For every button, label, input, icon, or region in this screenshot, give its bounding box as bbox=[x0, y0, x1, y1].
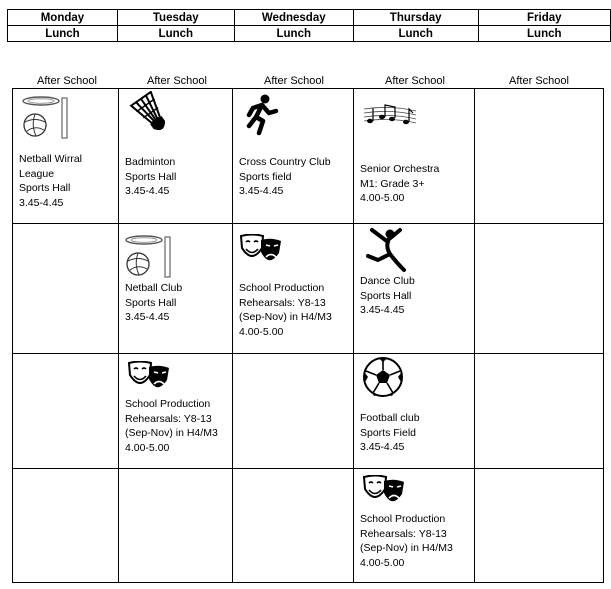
grid-row bbox=[13, 89, 604, 224]
activity-name: Netball Club bbox=[125, 282, 183, 294]
activity-text bbox=[125, 155, 229, 199]
empty-cell bbox=[233, 354, 354, 469]
activity-name: Football club bbox=[360, 412, 420, 424]
lunch-cell-thursday: Lunch bbox=[353, 26, 478, 42]
activity-text bbox=[239, 281, 350, 339]
lunch-cell-monday: Lunch bbox=[8, 26, 118, 42]
after-school-label-wednesday: After School bbox=[264, 75, 324, 87]
activity-group: Rehearsals: Y8-13 bbox=[125, 412, 212, 425]
activity-name: School Production bbox=[239, 282, 325, 294]
activity-location: Sports Hall bbox=[125, 296, 177, 309]
after-school-label-monday: After School bbox=[37, 75, 97, 87]
after-school-label-tuesday: After School bbox=[147, 75, 207, 87]
lunch-cell-tuesday: Lunch bbox=[117, 26, 234, 42]
activity-cell bbox=[354, 469, 475, 583]
activity-location: (Sep-Nov) in H4/M3 bbox=[360, 542, 453, 554]
activity-name: Badminton bbox=[125, 156, 176, 168]
activity-cell bbox=[119, 224, 233, 354]
activity-time: 3.45-4.45 bbox=[19, 196, 64, 209]
lunch-table bbox=[7, 9, 611, 42]
activity-location: Sports Hall bbox=[19, 182, 71, 194]
activity-group: M1: Grade 3+ bbox=[360, 177, 425, 190]
music-notes-icon bbox=[362, 103, 418, 134]
after-school-label-thursday: After School bbox=[385, 75, 445, 87]
activity-text bbox=[19, 152, 115, 210]
activity-name: Senior Orchestra bbox=[360, 163, 440, 175]
lunch-cell-wednesday: Lunch bbox=[234, 26, 353, 42]
day-header-friday: Friday bbox=[478, 10, 610, 26]
lunch-cell-friday: Lunch bbox=[478, 26, 610, 42]
activity-cell bbox=[119, 354, 233, 469]
activity-text bbox=[360, 512, 471, 570]
activity-name: Dance Club bbox=[360, 275, 415, 287]
activity-group: Rehearsals: Y8-13 bbox=[239, 296, 326, 309]
activity-location: Sports field bbox=[239, 170, 292, 183]
shuttlecock-icon bbox=[127, 91, 179, 146]
after-school-label-friday: After School bbox=[509, 75, 569, 87]
grid-row bbox=[13, 224, 604, 354]
activity-location: Sports Hall bbox=[360, 289, 412, 302]
activity-cell bbox=[13, 89, 119, 224]
empty-cell bbox=[13, 224, 119, 354]
netball-hoop-icon bbox=[124, 234, 174, 283]
activity-cell bbox=[354, 224, 475, 354]
theatre-masks-icon bbox=[127, 361, 171, 396]
empty-cell bbox=[13, 469, 119, 583]
grid-row bbox=[13, 354, 604, 469]
activity-name: Cross Country Club bbox=[239, 156, 331, 168]
activity-cell bbox=[354, 89, 475, 224]
activity-name-cont: League bbox=[19, 167, 55, 180]
activity-text bbox=[239, 155, 350, 199]
activity-cell bbox=[354, 354, 475, 469]
activity-time: 4.00-5.00 bbox=[239, 325, 284, 338]
after-school-grid bbox=[12, 88, 604, 583]
empty-cell bbox=[475, 354, 604, 469]
activity-time: 3.45-4.45 bbox=[360, 304, 405, 316]
activity-text bbox=[125, 397, 229, 455]
activity-name: School Production bbox=[360, 513, 446, 525]
activity-text bbox=[125, 281, 229, 325]
football-icon bbox=[362, 356, 404, 403]
empty-cell bbox=[475, 469, 604, 583]
day-header-monday: Monday bbox=[8, 10, 118, 26]
activity-group: Rehearsals: Y8-13 bbox=[360, 527, 447, 540]
activity-name: Netball Wirral bbox=[19, 153, 83, 165]
activity-text bbox=[360, 411, 471, 455]
activity-cell bbox=[233, 89, 354, 224]
runner-icon bbox=[241, 93, 281, 142]
empty-cell bbox=[233, 469, 354, 583]
activity-time: 4.00-5.00 bbox=[360, 192, 405, 204]
activity-cell bbox=[119, 89, 233, 224]
activity-time: 3.45-4.45 bbox=[360, 441, 405, 453]
activity-time: 4.00-5.00 bbox=[360, 556, 405, 569]
empty-cell bbox=[119, 469, 233, 583]
day-header-thursday: Thursday bbox=[353, 10, 478, 26]
activity-time: 4.00-5.00 bbox=[125, 441, 170, 454]
theatre-masks-icon bbox=[239, 234, 283, 269]
activity-text bbox=[360, 274, 471, 318]
activity-location: Sports Hall bbox=[125, 170, 177, 183]
activity-time: 3.45-4.45 bbox=[239, 185, 284, 197]
lunch-row bbox=[8, 26, 611, 42]
dancer-icon bbox=[364, 226, 412, 281]
theatre-masks-icon bbox=[362, 475, 406, 510]
empty-cell bbox=[13, 354, 119, 469]
day-header-tuesday: Tuesday bbox=[117, 10, 234, 26]
grid-row bbox=[13, 469, 604, 583]
day-header-row bbox=[8, 10, 611, 26]
empty-cell bbox=[475, 89, 604, 224]
day-header-wednesday: Wednesday bbox=[234, 10, 353, 26]
activity-time: 3.45-4.45 bbox=[125, 311, 170, 323]
activity-location: (Sep-Nov) in H4/M3 bbox=[239, 311, 332, 323]
activity-time: 3.45-4.45 bbox=[125, 185, 170, 197]
activity-text bbox=[360, 162, 471, 206]
activity-cell bbox=[233, 224, 354, 354]
activity-location: (Sep-Nov) in H4/M3 bbox=[125, 427, 218, 439]
activity-location: Sports Field bbox=[360, 426, 417, 439]
activity-name: School Production bbox=[125, 398, 211, 410]
empty-cell bbox=[475, 224, 604, 354]
netball-hoop-icon bbox=[21, 95, 71, 144]
